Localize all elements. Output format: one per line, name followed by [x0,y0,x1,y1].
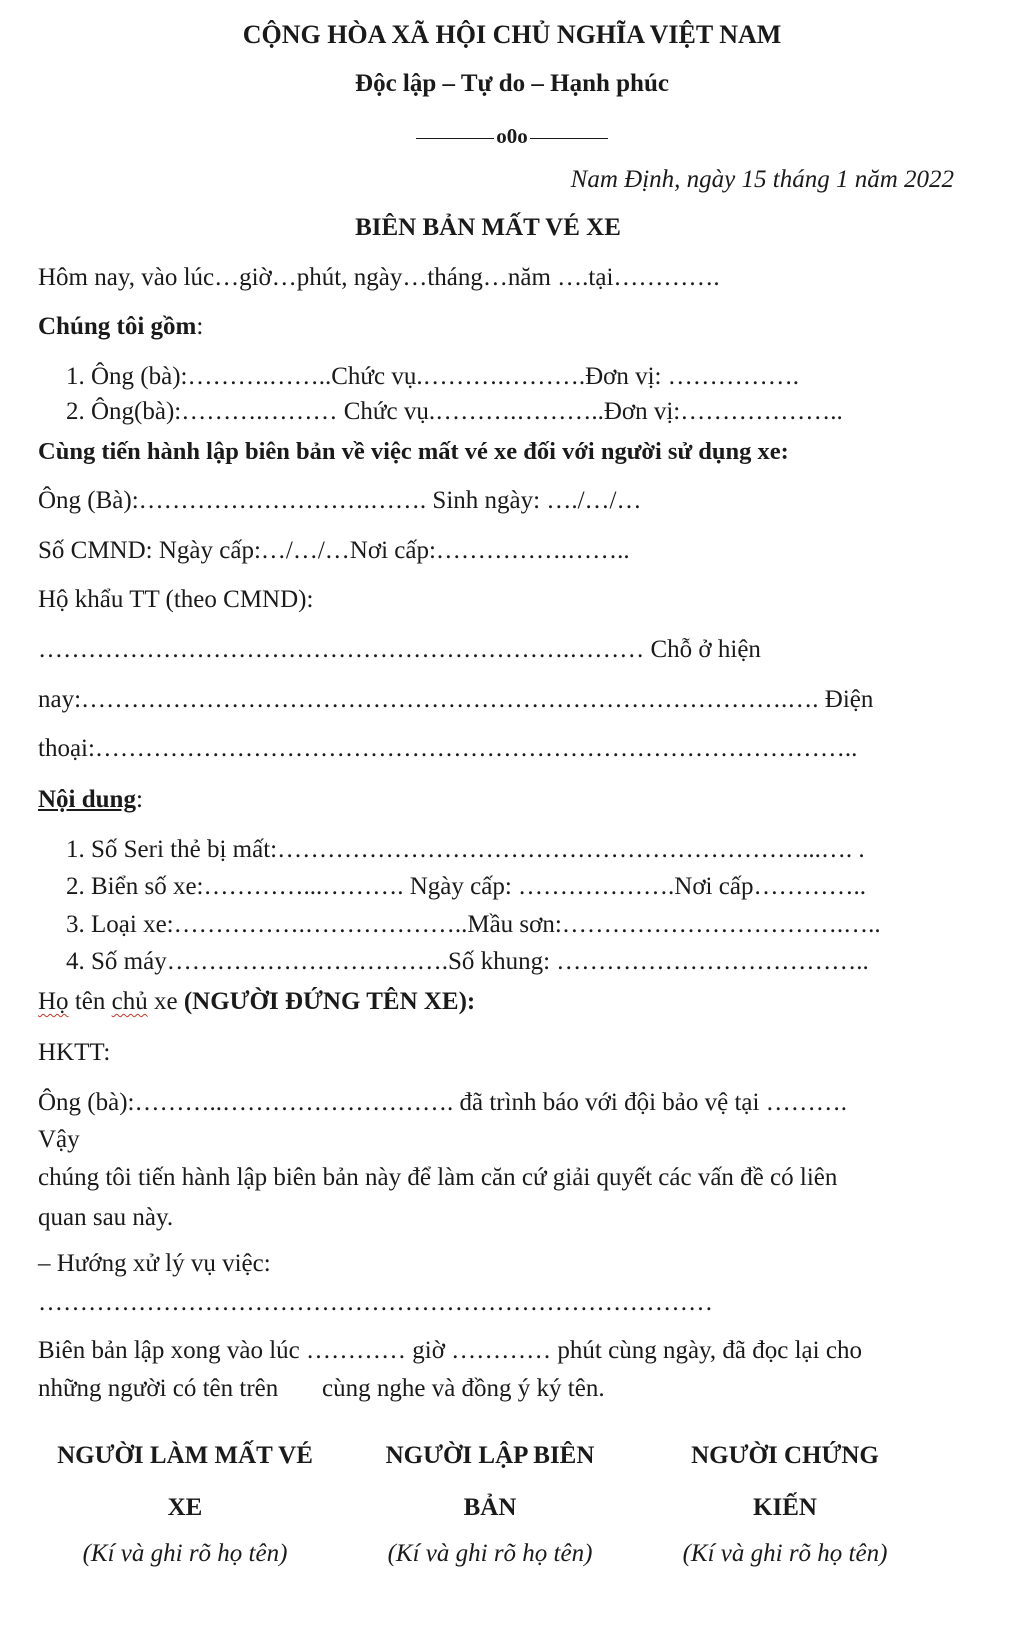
signature-title-line: BẢN [463,1494,517,1521]
content-heading-colon: : [135,786,143,813]
owner-id-line: Số CMND: Ngày cấp:…/…/…Nơi cấp:…………….…….. [38,537,630,564]
owner-dots-line: ……………………………………………………….……… Chỗ ở hiện [38,636,761,663]
signature-block-loser [30,1430,340,1568]
divider-rule-right [530,138,608,139]
owner-label-word: xe [153,988,178,1015]
member-item: 1. Ông (bà):……….……..Chức vụ.……….……….Đơn vị: ……………. [66,363,799,390]
signature-title-line: KIẾN [753,1494,817,1521]
signature-note: (Kí và ghi rõ họ tên) [82,1540,288,1567]
owner-label-word: tên [74,988,106,1015]
signature-block-recorder [350,1430,630,1568]
members-heading [38,313,203,341]
owner-label-word: chủ [111,988,148,1015]
ornament-text: o0o [496,124,528,148]
content-heading [38,786,143,814]
member-item: 2. Ông(bà):……….……… Chức vụ.……….………..Đơn vị:……………….. [66,398,843,425]
content-item: 1. Số Seri thẻ bị mất:………………………………………………………...…. . [66,836,865,863]
signature-block-witness [640,1430,930,1568]
purpose-line: quan sau này. [38,1204,174,1231]
closing-line: Biên bản lập xong vào lúc ………… giờ ………… phút cùng ngày, đã đọc lại cho [38,1337,862,1364]
owner-phone-line: thoại:……………………………………………………………………………….. [38,735,858,762]
content-item: 2. Biển số xe:…………...………. Ngày cấp: ……………….Nơi cấp………….. [66,873,866,900]
therefore-line: Vậy [38,1126,80,1153]
signature-title-line: NGƯỜI LẬP BIÊN [385,1442,595,1469]
vehicle-owner-label [38,988,475,1016]
owner-label-bold: (NGƯỜI ĐỨNG TÊN XE): [177,988,476,1015]
national-motto: Độc lập – Tự do – Hạnh phúc [355,70,669,97]
report-line: Ông (bà):………..………………………. đã trình báo với đội bảo vệ tại ………. [38,1089,847,1116]
hktt-line: HKTT: [38,1039,111,1066]
handling-dots: ……………………………………………………………………… [38,1289,713,1316]
closing-line: những người có tên trên cùng nghe và đồng ý ký tên. [38,1375,605,1402]
divider-rule-left [416,138,494,139]
content-heading-label: Nội dung [38,786,136,813]
purpose-line: chúng tôi tiến hành lập biên bản này để làm căn cứ giải quyết các vấn đề có liên [38,1164,838,1191]
ornament-divider [0,124,1024,149]
date-line: Nam Định, ngày 15 tháng 1 năm 2022 [570,166,954,193]
document-title: BIÊN BẢN MẤT VÉ XE [355,214,621,241]
members-heading-colon: : [196,313,204,340]
owner-residence-line: nay:………………………………………………………………………….…. Điện [38,686,874,713]
proceed-heading: Cùng tiến hành lập biên bản về việc mất vé xe đối với người sử dụng xe: [38,438,789,465]
handling-label: – Hướng xử lý vụ việc: [38,1250,271,1277]
signature-note: (Kí và ghi rõ họ tên) [387,1540,593,1567]
signature-title-line: NGƯỜI CHỨNG [691,1442,879,1469]
owner-household-line: Hộ khẩu TT (theo CMND): [38,586,314,613]
country-name: CỘNG HÒA XÃ HỘI CHỦ NGHĨA VIỆT NAM [242,20,782,49]
owner-name-line: Ông (Bà):……………………….……. Sinh ngày: …./…/… [38,487,642,514]
intro-line: Hôm nay, vào lúc…giờ…phút, ngày…tháng…năm ….tại…………. [38,264,720,291]
signature-title-line: XE [167,1494,203,1521]
signature-title-line: NGƯỜI LÀM MẤT VÉ [57,1442,313,1469]
members-heading-label: Chúng tôi gồm [38,313,197,340]
signature-note: (Kí và ghi rõ họ tên) [682,1540,888,1567]
content-item: 3. Loại xe:…………….………………..Mầu sơn:…………………………….….. [66,911,881,938]
owner-label-word: Họ [38,988,69,1015]
content-item: 4. Số máy…………………………….Số khung: ……………………………….. [66,948,869,975]
